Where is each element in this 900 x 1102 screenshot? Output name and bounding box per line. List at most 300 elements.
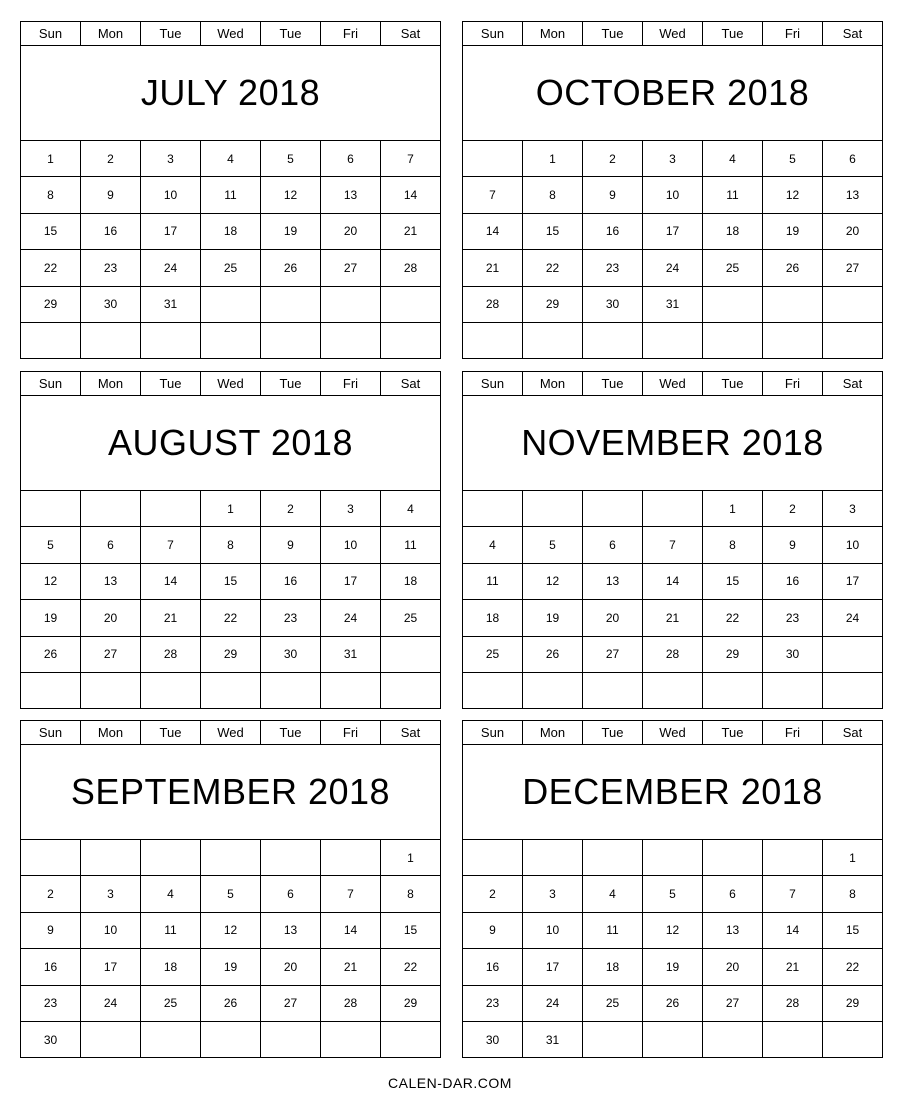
day-cell: 30 [261, 636, 321, 672]
week-row [21, 527, 441, 563]
month-calendar [462, 21, 883, 359]
weekday-header: Fri [763, 372, 823, 396]
day-cell: 23 [21, 985, 81, 1021]
weekday-header: Wed [643, 721, 703, 745]
weekday-header: Tue [261, 22, 321, 46]
day-cell: 2 [463, 876, 523, 912]
day-cell [463, 672, 523, 708]
day-cell: 9 [261, 527, 321, 563]
day-cell: 25 [141, 985, 201, 1021]
day-cell [763, 286, 823, 322]
day-cell: 4 [381, 491, 441, 527]
day-cell: 14 [763, 912, 823, 948]
month-title: JULY 2018 [21, 46, 441, 141]
month-title: AUGUST 2018 [21, 396, 441, 491]
day-cell: 10 [321, 527, 381, 563]
week-row [21, 912, 441, 948]
day-cell: 25 [703, 250, 763, 286]
day-cell: 3 [523, 876, 583, 912]
day-cell: 21 [141, 600, 201, 636]
weekday-header: Fri [763, 22, 823, 46]
day-cell: 15 [381, 912, 441, 948]
weekday-header: Sun [463, 372, 523, 396]
day-cell: 14 [141, 563, 201, 599]
week-row [463, 636, 883, 672]
week-row [21, 250, 441, 286]
day-cell: 30 [81, 286, 141, 322]
day-cell: 22 [201, 600, 261, 636]
month-title: OCTOBER 2018 [463, 46, 883, 141]
day-cell: 19 [21, 600, 81, 636]
day-cell: 16 [763, 563, 823, 599]
day-cell [463, 322, 523, 358]
day-cell: 18 [463, 600, 523, 636]
week-row [463, 949, 883, 985]
day-cell: 30 [21, 1021, 81, 1057]
day-cell: 30 [763, 636, 823, 672]
day-cell: 26 [763, 250, 823, 286]
day-cell: 4 [141, 876, 201, 912]
weekday-header: Tue [261, 721, 321, 745]
day-cell [823, 636, 883, 672]
day-cell [703, 672, 763, 708]
day-cell [583, 840, 643, 876]
day-cell [643, 1021, 703, 1057]
week-row [21, 949, 441, 985]
day-cell: 5 [763, 141, 823, 177]
weekday-header: Mon [81, 22, 141, 46]
footer-site-name: CALEN-DAR.COM [388, 1075, 512, 1091]
day-cell: 7 [381, 141, 441, 177]
week-row [21, 563, 441, 599]
day-cell: 3 [141, 141, 201, 177]
day-cell: 6 [583, 527, 643, 563]
day-cell: 27 [261, 985, 321, 1021]
week-row [463, 177, 883, 213]
day-cell: 30 [463, 1021, 523, 1057]
day-cell: 22 [703, 600, 763, 636]
day-cell: 29 [703, 636, 763, 672]
weekday-header: Sun [21, 372, 81, 396]
day-cell: 27 [321, 250, 381, 286]
day-cell: 11 [381, 527, 441, 563]
day-cell [321, 1021, 381, 1057]
weekday-header: Sun [463, 721, 523, 745]
day-cell [763, 672, 823, 708]
day-cell: 29 [21, 286, 81, 322]
day-cell: 7 [763, 876, 823, 912]
day-cell: 8 [703, 527, 763, 563]
day-cell: 3 [81, 876, 141, 912]
day-cell: 21 [643, 600, 703, 636]
day-cell: 22 [21, 250, 81, 286]
day-cell: 2 [81, 141, 141, 177]
weekday-header: Tue [583, 22, 643, 46]
day-cell: 18 [583, 949, 643, 985]
day-cell: 18 [703, 213, 763, 249]
week-row [21, 600, 441, 636]
weekday-header: Sat [381, 22, 441, 46]
week-row [463, 250, 883, 286]
day-cell [201, 286, 261, 322]
day-cell: 24 [81, 985, 141, 1021]
day-cell: 5 [201, 876, 261, 912]
month-calendar [20, 371, 441, 709]
day-cell [823, 286, 883, 322]
day-cell: 24 [643, 250, 703, 286]
week-row [21, 636, 441, 672]
day-cell: 31 [643, 286, 703, 322]
day-cell [463, 141, 523, 177]
day-cell: 1 [823, 840, 883, 876]
day-cell: 7 [643, 527, 703, 563]
day-cell: 14 [463, 213, 523, 249]
day-cell: 20 [81, 600, 141, 636]
day-cell [583, 491, 643, 527]
day-cell: 2 [21, 876, 81, 912]
day-cell: 27 [583, 636, 643, 672]
day-cell [81, 491, 141, 527]
day-cell [823, 1021, 883, 1057]
week-row [463, 563, 883, 599]
day-cell: 4 [703, 141, 763, 177]
week-row [21, 213, 441, 249]
weekday-header: Wed [643, 22, 703, 46]
day-cell: 17 [643, 213, 703, 249]
day-cell: 23 [463, 985, 523, 1021]
week-row [21, 141, 441, 177]
weekday-header: Mon [523, 721, 583, 745]
weekday-header: Wed [201, 372, 261, 396]
day-cell: 1 [201, 491, 261, 527]
month-calendar [20, 21, 441, 359]
day-cell: 10 [81, 912, 141, 948]
weekday-header: Mon [81, 372, 141, 396]
day-cell: 1 [703, 491, 763, 527]
day-cell [523, 491, 583, 527]
day-cell: 24 [141, 250, 201, 286]
day-cell: 11 [703, 177, 763, 213]
day-cell: 25 [583, 985, 643, 1021]
day-cell [643, 840, 703, 876]
day-cell: 17 [823, 563, 883, 599]
day-cell [381, 636, 441, 672]
day-cell: 25 [381, 600, 441, 636]
day-cell [381, 672, 441, 708]
day-cell: 6 [81, 527, 141, 563]
day-cell: 29 [523, 286, 583, 322]
week-row [21, 985, 441, 1021]
day-cell [21, 840, 81, 876]
day-cell: 15 [823, 912, 883, 948]
day-cell: 8 [523, 177, 583, 213]
week-row [463, 286, 883, 322]
day-cell [141, 491, 201, 527]
day-cell: 6 [703, 876, 763, 912]
weekday-header: Tue [703, 721, 763, 745]
day-cell [703, 1021, 763, 1057]
week-row [463, 600, 883, 636]
day-cell [643, 322, 703, 358]
day-cell: 12 [21, 563, 81, 599]
weekday-header: Tue [261, 372, 321, 396]
day-cell: 2 [261, 491, 321, 527]
day-cell: 22 [381, 949, 441, 985]
day-cell [141, 322, 201, 358]
day-cell: 17 [141, 213, 201, 249]
week-row [463, 985, 883, 1021]
day-cell: 21 [463, 250, 523, 286]
day-cell: 19 [763, 213, 823, 249]
weekday-header: Sat [823, 372, 883, 396]
week-row [21, 491, 441, 527]
day-cell: 30 [583, 286, 643, 322]
day-cell: 31 [141, 286, 201, 322]
day-cell: 27 [81, 636, 141, 672]
week-row [463, 141, 883, 177]
day-cell: 12 [523, 563, 583, 599]
day-cell [583, 1021, 643, 1057]
day-cell: 5 [261, 141, 321, 177]
day-cell: 15 [523, 213, 583, 249]
day-cell [201, 840, 261, 876]
day-cell: 7 [463, 177, 523, 213]
weekday-header: Mon [523, 22, 583, 46]
day-cell: 17 [321, 563, 381, 599]
day-cell: 10 [141, 177, 201, 213]
day-cell [763, 840, 823, 876]
weekday-header: Tue [141, 372, 201, 396]
day-cell [321, 286, 381, 322]
weekday-header: Mon [523, 372, 583, 396]
day-cell: 9 [583, 177, 643, 213]
week-row [463, 527, 883, 563]
weekday-header: Wed [643, 372, 703, 396]
day-cell [643, 672, 703, 708]
day-cell: 18 [141, 949, 201, 985]
day-cell [201, 1021, 261, 1057]
day-cell: 27 [823, 250, 883, 286]
day-cell: 21 [321, 949, 381, 985]
day-cell: 28 [321, 985, 381, 1021]
day-cell [381, 286, 441, 322]
day-cell: 15 [201, 563, 261, 599]
day-cell: 5 [643, 876, 703, 912]
day-cell: 9 [463, 912, 523, 948]
day-cell [583, 672, 643, 708]
day-cell: 18 [201, 213, 261, 249]
day-cell: 2 [583, 141, 643, 177]
week-row [463, 491, 883, 527]
day-cell: 3 [321, 491, 381, 527]
day-cell: 19 [523, 600, 583, 636]
day-cell: 12 [201, 912, 261, 948]
day-cell: 16 [21, 949, 81, 985]
day-cell: 11 [201, 177, 261, 213]
month-calendar [462, 371, 883, 709]
day-cell [201, 672, 261, 708]
day-cell: 12 [763, 177, 823, 213]
week-row [21, 286, 441, 322]
day-cell: 16 [583, 213, 643, 249]
day-cell: 29 [823, 985, 883, 1021]
day-cell: 16 [463, 949, 523, 985]
weekday-header: Sat [381, 372, 441, 396]
day-cell [81, 840, 141, 876]
day-cell: 28 [643, 636, 703, 672]
day-cell: 8 [381, 876, 441, 912]
day-cell: 22 [823, 949, 883, 985]
day-cell [381, 322, 441, 358]
day-cell [703, 840, 763, 876]
day-cell [463, 491, 523, 527]
day-cell: 4 [463, 527, 523, 563]
day-cell: 17 [81, 949, 141, 985]
day-cell: 28 [463, 286, 523, 322]
day-cell: 19 [201, 949, 261, 985]
day-cell: 28 [141, 636, 201, 672]
day-cell: 21 [763, 949, 823, 985]
day-cell: 4 [201, 141, 261, 177]
day-cell [21, 322, 81, 358]
weekday-header: Tue [703, 22, 763, 46]
week-row [21, 1021, 441, 1057]
week-row [463, 912, 883, 948]
day-cell: 3 [643, 141, 703, 177]
day-cell [381, 1021, 441, 1057]
day-cell: 12 [261, 177, 321, 213]
day-cell: 10 [643, 177, 703, 213]
weekday-header: Sat [823, 22, 883, 46]
day-cell [463, 840, 523, 876]
day-cell: 25 [201, 250, 261, 286]
weekday-header: Fri [321, 721, 381, 745]
day-cell: 23 [81, 250, 141, 286]
week-row [21, 876, 441, 912]
weekday-header: Sun [21, 22, 81, 46]
day-cell [823, 322, 883, 358]
day-cell [261, 840, 321, 876]
weekday-header: Fri [321, 372, 381, 396]
day-cell [21, 491, 81, 527]
day-cell: 10 [823, 527, 883, 563]
day-cell [261, 672, 321, 708]
day-cell: 17 [523, 949, 583, 985]
day-cell: 26 [21, 636, 81, 672]
day-cell [763, 322, 823, 358]
day-cell [141, 840, 201, 876]
weekday-header: Sat [381, 721, 441, 745]
day-cell [823, 672, 883, 708]
day-cell: 15 [21, 213, 81, 249]
day-cell: 14 [381, 177, 441, 213]
day-cell: 8 [21, 177, 81, 213]
day-cell: 26 [643, 985, 703, 1021]
month-title: DECEMBER 2018 [463, 745, 883, 840]
day-cell: 31 [321, 636, 381, 672]
day-cell: 22 [523, 250, 583, 286]
day-cell: 6 [321, 141, 381, 177]
day-cell [201, 322, 261, 358]
day-cell [261, 286, 321, 322]
day-cell: 8 [823, 876, 883, 912]
day-cell [523, 322, 583, 358]
weekday-header: Tue [703, 372, 763, 396]
day-cell: 15 [703, 563, 763, 599]
day-cell [141, 1021, 201, 1057]
weekday-header: Tue [141, 22, 201, 46]
day-cell: 13 [81, 563, 141, 599]
week-row [21, 177, 441, 213]
weekday-header: Tue [583, 721, 643, 745]
day-cell: 24 [321, 600, 381, 636]
day-cell: 18 [381, 563, 441, 599]
day-cell [261, 322, 321, 358]
day-cell: 24 [823, 600, 883, 636]
day-cell: 19 [643, 949, 703, 985]
day-cell: 20 [703, 949, 763, 985]
month-calendar [462, 720, 883, 1058]
day-cell: 4 [583, 876, 643, 912]
day-cell: 7 [141, 527, 201, 563]
week-row [463, 672, 883, 708]
day-cell: 7 [321, 876, 381, 912]
day-cell: 1 [381, 840, 441, 876]
day-cell [583, 322, 643, 358]
day-cell: 1 [523, 141, 583, 177]
month-title: NOVEMBER 2018 [463, 396, 883, 491]
day-cell: 13 [703, 912, 763, 948]
day-cell: 1 [21, 141, 81, 177]
day-cell: 21 [381, 213, 441, 249]
day-cell [81, 322, 141, 358]
day-cell: 5 [523, 527, 583, 563]
day-cell [261, 1021, 321, 1057]
day-cell: 11 [141, 912, 201, 948]
day-cell: 14 [321, 912, 381, 948]
week-row [463, 213, 883, 249]
day-cell: 12 [643, 912, 703, 948]
week-row [463, 322, 883, 358]
week-row [21, 672, 441, 708]
day-cell [81, 1021, 141, 1057]
day-cell: 25 [463, 636, 523, 672]
day-cell: 24 [523, 985, 583, 1021]
weekday-header: Wed [201, 721, 261, 745]
day-cell: 11 [463, 563, 523, 599]
day-cell: 13 [583, 563, 643, 599]
day-cell: 16 [81, 213, 141, 249]
day-cell: 28 [381, 250, 441, 286]
day-cell: 2 [763, 491, 823, 527]
day-cell: 20 [583, 600, 643, 636]
month-title: SEPTEMBER 2018 [21, 745, 441, 840]
weekday-header: Fri [763, 721, 823, 745]
weekday-header: Mon [81, 721, 141, 745]
day-cell [703, 322, 763, 358]
day-cell: 31 [523, 1021, 583, 1057]
day-cell: 26 [523, 636, 583, 672]
day-cell: 26 [201, 985, 261, 1021]
day-cell: 13 [321, 177, 381, 213]
day-cell: 3 [823, 491, 883, 527]
day-cell [703, 286, 763, 322]
day-cell: 11 [583, 912, 643, 948]
day-cell: 13 [261, 912, 321, 948]
day-cell: 6 [823, 141, 883, 177]
day-cell: 5 [21, 527, 81, 563]
day-cell [523, 840, 583, 876]
